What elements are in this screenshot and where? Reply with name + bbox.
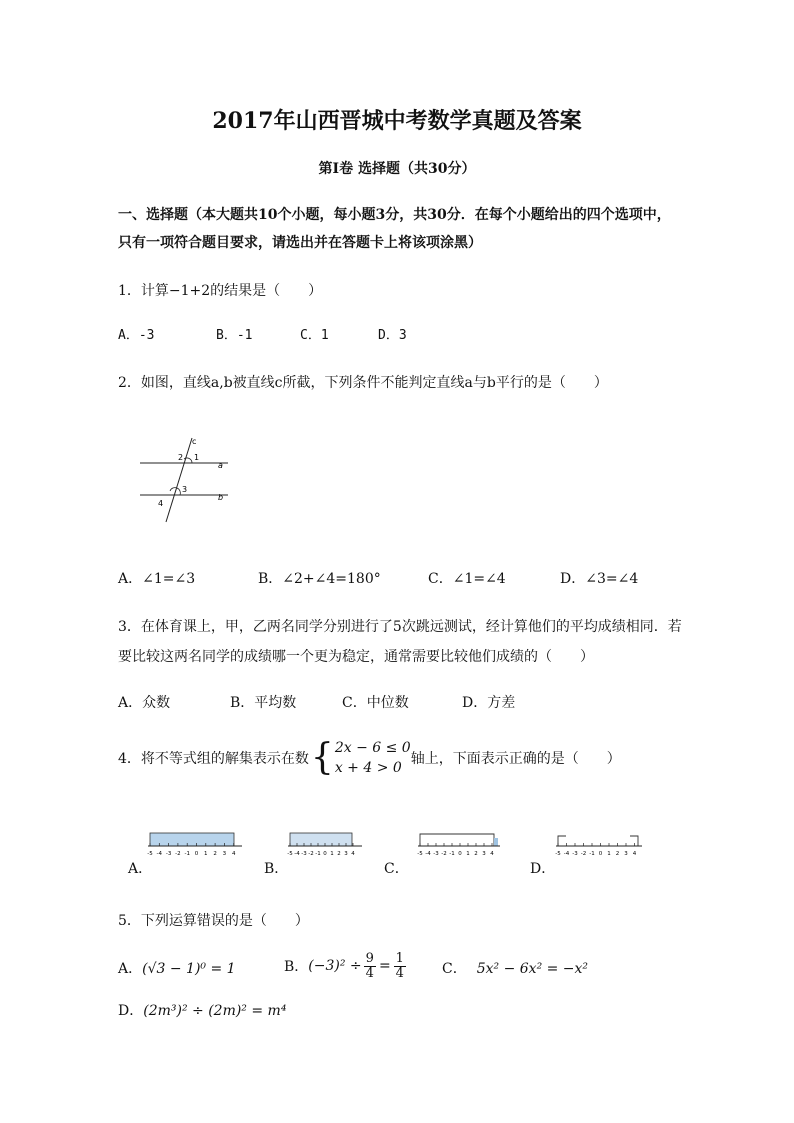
tick-label: -5 bbox=[417, 851, 423, 857]
tick-label: -2 bbox=[175, 851, 181, 857]
tick-label: -4 bbox=[563, 851, 570, 857]
q5-option-b-expr: (−3)² ÷ bbox=[308, 958, 362, 974]
tick-label: 0 bbox=[323, 851, 327, 857]
q2-stem: 2．如图，直线a,b被直线c所截，下列条件不能判定直线a与b平行的是（ ） bbox=[118, 375, 608, 391]
tick-label: 4 bbox=[231, 851, 236, 857]
label-angle-2: 2 bbox=[178, 453, 184, 462]
q4-inequality-2: x + 4 > 0 bbox=[334, 760, 402, 776]
q3-option-d: D．方差 bbox=[462, 695, 516, 711]
q1-option-c: C．1 bbox=[300, 328, 329, 343]
q5-option-d-expr: (2m³)² ÷ (2m)² = m⁴ bbox=[143, 1003, 287, 1019]
q1-option-a: A．-3 bbox=[118, 328, 155, 343]
q5-option-a-expr: (√3 − 1)⁰ = 1 bbox=[142, 961, 236, 977]
tick-label: 4 bbox=[490, 851, 494, 857]
q4-option-b-label: B． bbox=[264, 861, 289, 877]
q2-option-a: A．∠1=∠3 bbox=[118, 571, 196, 587]
q4-option-d-numberline bbox=[552, 826, 644, 862]
q5-option-b-fraction-1 bbox=[364, 952, 376, 981]
tick-label: -5 bbox=[555, 851, 561, 857]
q2-figure bbox=[132, 432, 252, 524]
tick-label: 2 bbox=[615, 851, 620, 857]
q1-option-d: D．3 bbox=[378, 328, 407, 343]
tick-label: -5 bbox=[147, 851, 153, 857]
tick-label: 3 bbox=[222, 851, 227, 857]
page-title: 2017年山西晋城中考数学真题及答案 bbox=[212, 108, 582, 134]
tick-label: -3 bbox=[165, 851, 172, 857]
q4-inequality-system bbox=[335, 738, 411, 778]
q3-stem-line2: 要比较这两名同学的成绩哪一个更为稳定，通常需要比较他们成绩的（ ） bbox=[118, 649, 594, 665]
q3-stem-line1: 3．在体育课上，甲，乙两名同学分别进行了5次跳远测试，经计算他们的平均成绩相同．若 bbox=[118, 619, 682, 635]
tick-label: -4 bbox=[156, 851, 163, 857]
tick-label: -3 bbox=[433, 851, 439, 857]
q5-option-c-expr: 5x² − 6x² = −x² bbox=[476, 961, 589, 977]
section-instructions-line2: 只有一项符合题目要求，请选出并在答题卡上将该项涂黑） bbox=[118, 235, 482, 251]
label-b: b bbox=[218, 493, 224, 502]
tick-label: -3 bbox=[301, 851, 307, 857]
q5-option-b-equals: = bbox=[378, 958, 391, 974]
q4-option-a-numberline bbox=[144, 826, 246, 862]
q4-option-d-label: D． bbox=[530, 861, 556, 877]
tick-label: 1 bbox=[607, 851, 611, 857]
label-angle-3: 3 bbox=[182, 485, 188, 494]
tick-label: -2 bbox=[308, 851, 314, 857]
tick-label: 3 bbox=[482, 851, 486, 857]
tick-label: 2 bbox=[213, 851, 217, 857]
q5-option-b-label: B． bbox=[284, 959, 309, 975]
tick-label: -1 bbox=[449, 851, 455, 857]
tick-label: -1 bbox=[589, 851, 595, 857]
q1-option-b: B．-1 bbox=[216, 328, 253, 343]
tick-label: 4 bbox=[632, 851, 637, 857]
fraction-2-denominator: 4 bbox=[395, 965, 404, 981]
tick-label: -2 bbox=[441, 851, 447, 857]
q5-option-c-label: C． bbox=[442, 961, 467, 977]
part-heading: 第Ⅰ卷 选择题（共30分） bbox=[318, 161, 476, 177]
label-c: c bbox=[192, 437, 197, 446]
q5-option-a-label: A． bbox=[118, 961, 143, 977]
line-c bbox=[166, 438, 192, 522]
q3-option-c: C．中位数 bbox=[342, 695, 409, 711]
q5-option-b bbox=[284, 948, 406, 984]
tick-label: 2 bbox=[474, 851, 478, 857]
tick-label: -1 bbox=[315, 851, 321, 857]
q5-option-c bbox=[442, 958, 588, 978]
q4-option-c-label: C． bbox=[384, 861, 409, 877]
tick-label: 0 bbox=[598, 851, 603, 857]
q5-option-d-label: D． bbox=[118, 1003, 144, 1019]
label-angle-4: 4 bbox=[158, 499, 164, 508]
fraction-1-numerator: 9 bbox=[365, 950, 374, 966]
q2-option-d: D．∠3=∠4 bbox=[560, 571, 639, 587]
tick-label: 0 bbox=[458, 851, 462, 857]
q4-inequality-1: 2x − 6 ≤ 0 bbox=[334, 740, 411, 756]
tick-label: 1 bbox=[330, 851, 334, 857]
q4-system-brace: { bbox=[310, 737, 334, 778]
tick-label: 3 bbox=[624, 851, 628, 857]
q2-option-c: C．∠1=∠4 bbox=[428, 571, 506, 587]
q1-stem: 1．计算−1+2的结果是（ ） bbox=[118, 283, 323, 299]
tick-label: -2 bbox=[580, 851, 587, 857]
tick-label: 0 bbox=[194, 851, 199, 857]
fraction-2-numerator: 1 bbox=[395, 950, 404, 966]
q4-option-a-label: A． bbox=[128, 861, 153, 877]
tick-label: -5 bbox=[287, 851, 293, 857]
q4-stem-after: 轴上，下面表示正确的是（ ） bbox=[410, 751, 621, 767]
tick-label: -1 bbox=[184, 851, 190, 857]
tick-label: 3 bbox=[344, 851, 348, 857]
q4-stem bbox=[118, 736, 621, 780]
tick-label: 1 bbox=[466, 851, 470, 857]
q4-option-b-numberline bbox=[284, 826, 366, 862]
q2-option-b: B．∠2+∠4=180° bbox=[258, 571, 381, 587]
section-instructions-line1: 一、选择题（本大题共10个小题，每小题3分，共30分．在每个小题给出的四个选项中， bbox=[118, 207, 671, 223]
label-a: a bbox=[218, 461, 223, 470]
q5-option-d bbox=[118, 1000, 286, 1020]
tick-label: 4 bbox=[351, 851, 355, 857]
fraction-1-denominator: 4 bbox=[365, 965, 374, 981]
tick-label: -4 bbox=[425, 851, 431, 857]
q3-option-b: B．平均数 bbox=[230, 695, 297, 711]
q4-stem-before: 4．将不等式组的解集表示在数 bbox=[118, 751, 309, 767]
q5-option-b-fraction-2 bbox=[394, 952, 406, 981]
tick-label: -4 bbox=[294, 851, 300, 857]
label-angle-1: 1 bbox=[194, 453, 200, 462]
q5-stem: 5．下列运算错误的是（ ） bbox=[118, 913, 309, 929]
tick-label: 1 bbox=[204, 851, 208, 857]
q3-option-a: A．众数 bbox=[118, 695, 171, 711]
q5-option-a bbox=[118, 958, 236, 978]
q4-option-c-numberline bbox=[414, 826, 504, 862]
tick-label: -3 bbox=[572, 851, 578, 857]
tick-label: 2 bbox=[337, 851, 341, 857]
